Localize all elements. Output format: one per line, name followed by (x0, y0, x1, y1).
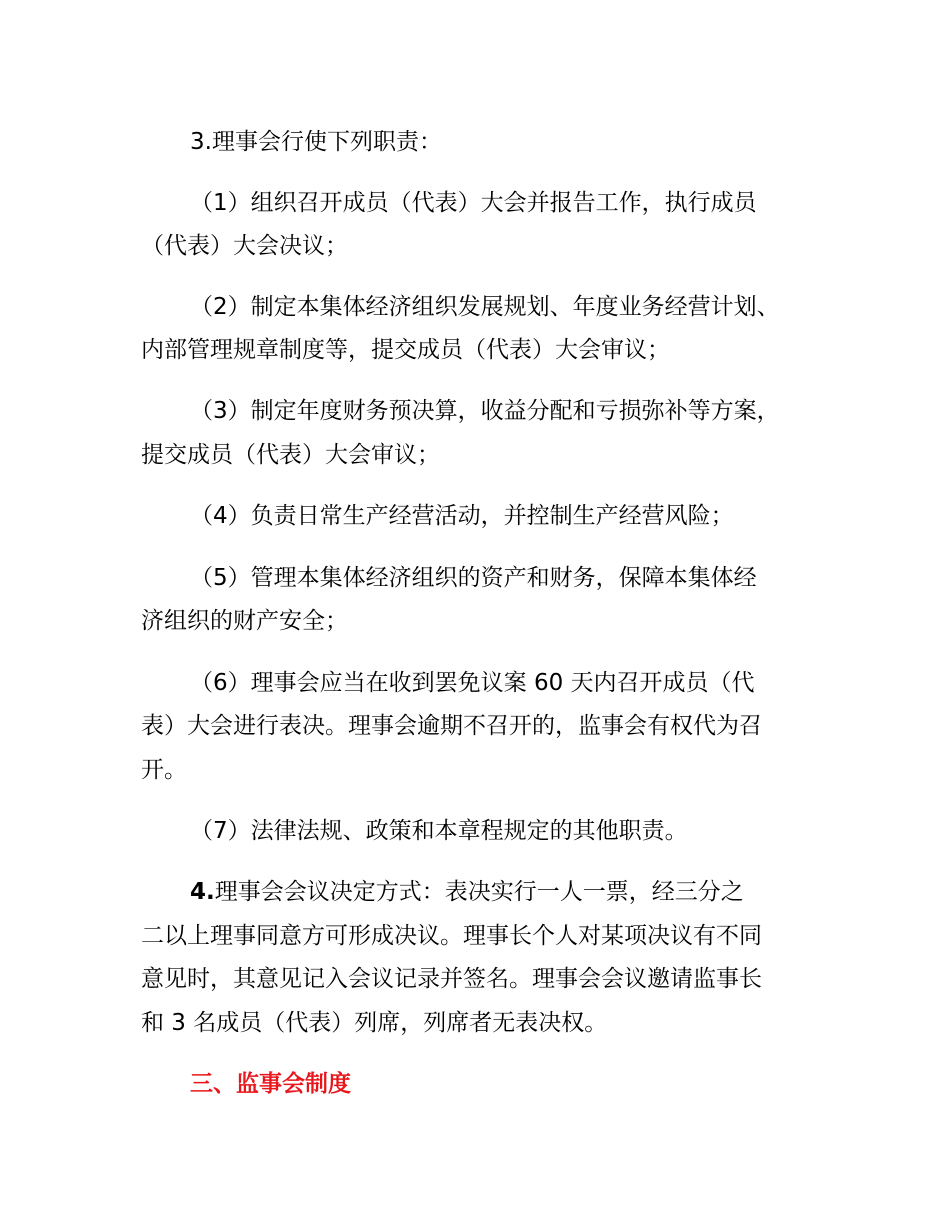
item-3-line-1: （3）制定年度财务预决算，收益分配和亏损弥补等方案， (190, 398, 780, 424)
item-6-line-2: 表）大会进行表决。理事会逾期不召开的，监事会有权代为召 (141, 713, 762, 739)
item-1-line-1: （1）组织召开成员（代表）大会并报告工作，执行成员 (190, 190, 757, 216)
item-7-line-1: （7）法律法规、政策和本章程规定的其他职责。 (190, 818, 688, 844)
section-3-title: 3.理事会行使下列职责： (190, 129, 442, 155)
item-4-line-1: （4）负责日常生产经营活动，并控制生产经营风险； (190, 503, 734, 529)
item-2-line-1: （2）制定本集体经济组织发展规划、年度业务经营计划、 (190, 294, 780, 320)
section-4-line-2: 二以上理事同意方可形成决议。理事长个人对某项决议有不同 (141, 923, 762, 949)
section-4-line-1 (190, 877, 744, 907)
item-5-line-1: （5）管理本集体经济组织的资产和财务，保障本集体经 (190, 565, 757, 591)
item-5-line-2: 济组织的财产安全； (141, 608, 348, 634)
section-4-line-1-text: 理事会会议决定方式：表决实行一人一票，经三分之 (214, 879, 744, 905)
item-6-line-3: 开。 (141, 757, 187, 783)
item-2-line-2: 内部管理规章制度等，提交成员（代表）大会审议； (141, 337, 670, 363)
section-4-line-4: 和 3 名成员（代表）列席，列席者无表决权。 (141, 1010, 608, 1036)
item-3-line-2: 提交成员（代表）大会审议； (141, 442, 440, 468)
item-1-line-2: （代表）大会决议； (141, 233, 348, 259)
section-4-line-3: 意见时，其意见记入会议记录并签名。理事会会议邀请监事长 (141, 966, 762, 992)
section-4-number: 4. (190, 879, 215, 905)
item-6-line-1: （6）理事会应当在收到罢免议案 60 天内召开成员（代 (190, 670, 755, 696)
heading-supervisory-board: 三、监事会制度 (190, 1071, 351, 1097)
